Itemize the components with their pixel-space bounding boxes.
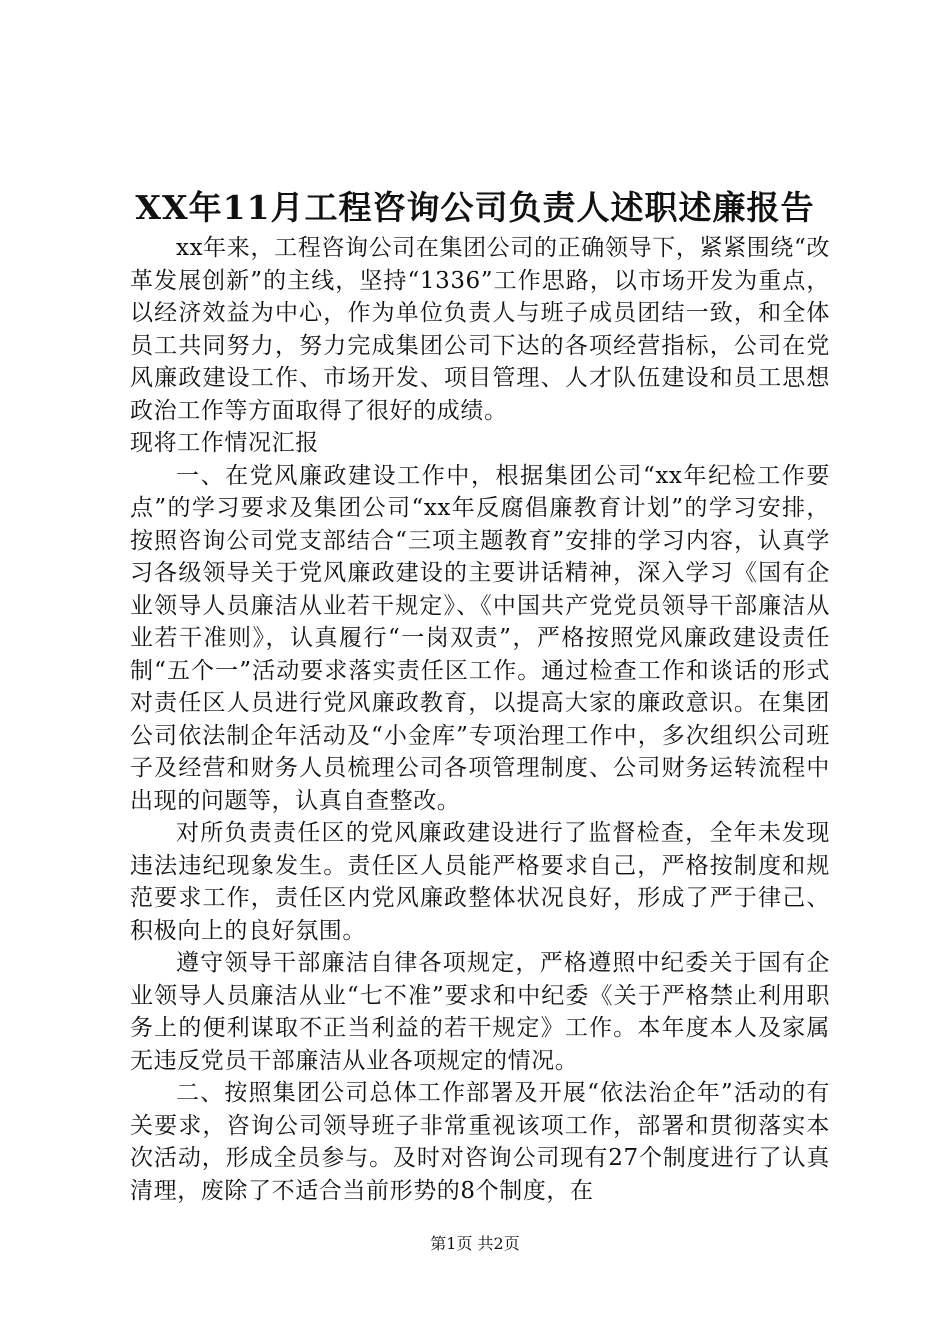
paragraph-section-two: 二、按照集团公司总体工作部署及开展“依法治企年”活动的有关要求，咨询公司领导班子非常重视该项工作，部署和贯彻落实本次活动，形成全员参与。及时对咨询公司现有27个制度进行了认真清理，废除了不适合当前形势的8个制度，在 — [130, 1080, 830, 1204]
paragraph-self-discipline: 遵守领导干部廉洁自律各项规定，严格遵照中纪委关于国有企业领导人员廉洁从业“七不准”要求和中纪委《关于严格禁止利用职务上的便利谋取不正当利益的若干规定》工作。本年度本人及家属无违反党员干部廉洁从业各项规定的情况。 — [130, 950, 830, 1074]
paragraph-section-one: 一、在党风廉政建设工作中，根据集团公司“xx年纪检工作要点”的学习要求及集团公司“xx年反腐倡廉教育计划”的学习安排，按照咨询公司党支部结合“三项主题教育”安排的学习内容，认真学习各级领导关于党风廉政建设的主要讲话精神，深入学习《国有企业领导人员廉洁从业若干规定》、《中国共产党党员领导干部廉洁从业若干准则》，认真履行“一岗双责”，严格按照党风廉政建设责任制“五个一”活动要求落实责任区工作。通过检查工作和谈话的形式对责任区人员进行党风廉政教育，以提高大家的廉政意识。在集团公司依法制企年活动及“小金库”专项治理工作中，多次组织公司班子及经营和财务人员梳理公司各项管理制度、公司财务运转流程中出现的问题等，认真自查整改。 — [130, 462, 830, 814]
document-body — [130, 232, 830, 1207]
paragraph-supervision: 对所负责责任区的党风廉政建设进行了监督检查，全年未发现违法违纪现象发生。责任区人员能严格要求自己，严格按制度和规范要求工作，责任区内党风廉政整体状况良好，形成了严于律己、积极向上的良好氛围。 — [130, 820, 830, 944]
paragraph-report-lead: 现将工作情况汇报 — [130, 430, 319, 456]
document-title: XX年11月工程咨询公司负责人述职述廉报告 — [135, 188, 815, 227]
paragraph-intro: xx年来，工程咨询公司在集团公司的正确领导下，紧紧围绕“改革发展创新”的主线，坚持“1336”工作思路，以市场开发为重点，以经济效益为中心，作为单位负责人与班子成员团结一致，和全体员工共同努力，努力完成集团公司下达的各项经营指标，公司在党风廉政建设工作、市场开发、项目管理、人才队伍建设和员工思想政治工作等方面取得了很好的成绩。 — [130, 235, 830, 424]
page-number-footer: 第1页 共2页 — [430, 1234, 520, 1253]
